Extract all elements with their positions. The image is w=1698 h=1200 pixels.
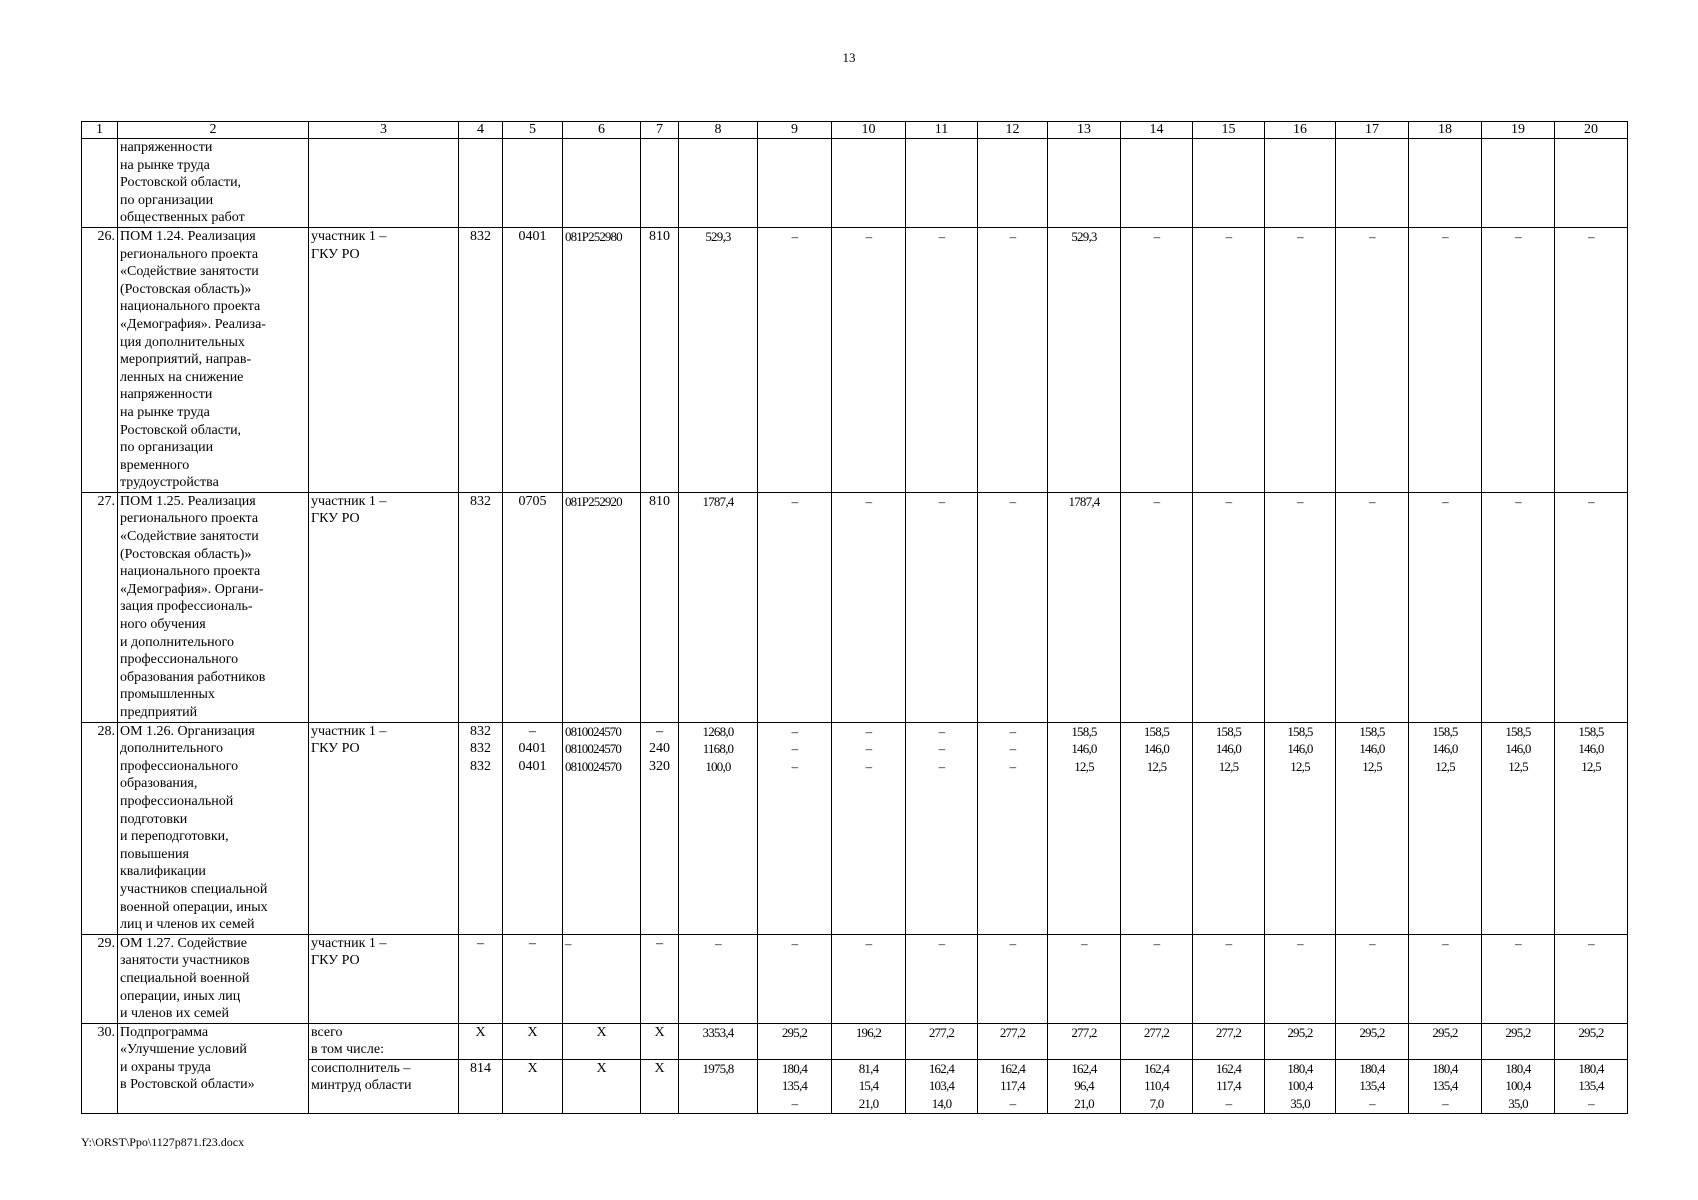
value-cell: 180,4 135,4 – <box>758 1059 832 1113</box>
value-cell <box>563 139 641 228</box>
value-cell: 295,2 <box>1482 1023 1555 1059</box>
value-cell: – <box>832 934 906 1023</box>
subprogram-coexecutor-row <box>82 1059 1628 1113</box>
value-cell: 277,2 <box>1121 1023 1193 1059</box>
measure-name: ОМ 1.26. Организация дополнительного профессионального образования, профессиональной подготовки и переподготовки, повышения квалификации участников специальной военной операции, иных лиц и членов их семей <box>118 722 309 934</box>
value-cell: 529,3 <box>679 227 758 492</box>
value-cell: 81,4 15,4 21,0 <box>832 1059 906 1113</box>
value-cell: – <box>1409 492 1482 722</box>
value-cell: – <box>758 227 832 492</box>
table-row <box>82 227 1628 492</box>
executor-cell: участник 1 – ГКУ РО <box>309 227 459 492</box>
value-cell: 814 <box>459 1059 503 1113</box>
value-cell: Х <box>563 1023 641 1059</box>
value-cell: – <box>1121 934 1193 1023</box>
value-cell: 295,2 <box>1409 1023 1482 1059</box>
header-cell: 14 <box>1121 122 1193 139</box>
executor-cell <box>309 139 459 228</box>
value-cell: 158,5 146,0 12,5 <box>1336 722 1409 934</box>
value-cell: Х <box>641 1059 679 1113</box>
header-cell: 4 <box>459 122 503 139</box>
header-cell: 2 <box>118 122 309 139</box>
value-cell: 277,2 <box>978 1023 1048 1059</box>
value-cell <box>1336 139 1409 228</box>
value-cell: – <box>978 934 1048 1023</box>
budget-table <box>81 121 1628 1114</box>
value-cell: – <box>1336 227 1409 492</box>
value-cell: 180,4 135,4 – <box>1409 1059 1482 1113</box>
measure-name: напряженности на рынке труда Ростовской области, по организации общественных работ <box>118 139 309 228</box>
value-cell: 1975,8 <box>679 1059 758 1113</box>
value-cell: – <box>1121 492 1193 722</box>
value-cell <box>978 139 1048 228</box>
executor-cell: участник 1 – ГКУ РО <box>309 934 459 1023</box>
header-cell: 20 <box>1555 122 1628 139</box>
header-cell: 7 <box>641 122 679 139</box>
value-cell: – <box>1193 492 1265 722</box>
value-cell: 0401 <box>503 227 563 492</box>
value-cell: 810 <box>641 227 679 492</box>
value-cell: – <box>1555 492 1628 722</box>
value-cell: 295,2 <box>758 1023 832 1059</box>
value-cell: – <box>978 492 1048 722</box>
value-cell: 162,4 117,4 – <box>1193 1059 1265 1113</box>
value-cell: 158,5 146,0 12,5 <box>1193 722 1265 934</box>
header-cell: 18 <box>1409 122 1482 139</box>
value-cell: – <box>758 934 832 1023</box>
value-cell: – <box>1555 934 1628 1023</box>
table-row <box>82 934 1628 1023</box>
value-cell: 180,4 135,4 – <box>1555 1059 1628 1113</box>
value-cell: 1787,4 <box>679 492 758 722</box>
value-cell: 277,2 <box>906 1023 978 1059</box>
measure-name: ПОМ 1.25. Реализация регионального проекта «Содействие занятости (Ростовская область)» национального проекта «Демография». Органи- зация профессиональ- ного обучения и дополнительного профессионального образования работников промышленных предприятий <box>118 492 309 722</box>
value-cell: – <box>906 934 978 1023</box>
measure-name: ОМ 1.27. Содействие занятости участников специальной военной операции, иных лиц и членов их семей <box>118 934 309 1023</box>
row-number: 26. <box>82 227 118 492</box>
value-cell <box>641 139 679 228</box>
value-cell: 162,4 117,4 – <box>978 1059 1048 1113</box>
row-number: 29. <box>82 934 118 1023</box>
value-cell: – <box>1193 934 1265 1023</box>
value-cell: – – – <box>906 722 978 934</box>
value-cell: – <box>1265 492 1336 722</box>
value-cell: 180,4 100,4 35,0 <box>1482 1059 1555 1113</box>
header-cell: 13 <box>1048 122 1121 139</box>
value-cell: 277,2 <box>1048 1023 1121 1059</box>
value-cell: – <box>1336 934 1409 1023</box>
header-cell: 16 <box>1265 122 1336 139</box>
value-cell: – <box>1482 492 1555 722</box>
value-cell: 295,2 <box>1265 1023 1336 1059</box>
value-cell: 1268,0 1168,0 100,0 <box>679 722 758 934</box>
value-cell: – <box>1482 934 1555 1023</box>
table-row <box>82 722 1628 934</box>
header-cell: 11 <box>906 122 978 139</box>
value-cell: 162,4 103,4 14,0 <box>906 1059 978 1113</box>
value-cell: – <box>906 492 978 722</box>
executor-cell: участник 1 – ГКУ РО <box>309 722 459 934</box>
value-cell: – 0401 0401 <box>503 722 563 934</box>
value-cell: 081P252980 <box>563 227 641 492</box>
value-cell: 158,5 146,0 12,5 <box>1121 722 1193 934</box>
value-cell: 810 <box>641 492 679 722</box>
value-cell: – <box>1409 227 1482 492</box>
value-cell <box>459 139 503 228</box>
value-cell: 158,5 146,0 12,5 <box>1409 722 1482 934</box>
value-cell <box>1482 139 1555 228</box>
value-cell: 081P252920 <box>563 492 641 722</box>
value-cell: – <box>978 227 1048 492</box>
header-cell: 6 <box>563 122 641 139</box>
value-cell: – <box>1265 934 1336 1023</box>
value-cell: 832 832 832 <box>459 722 503 934</box>
table-header-row <box>82 122 1628 139</box>
executor-cell: участник 1 – ГКУ РО <box>309 492 459 722</box>
value-cell: 832 <box>459 492 503 722</box>
value-cell: Х <box>503 1059 563 1113</box>
value-cell: Х <box>641 1023 679 1059</box>
value-cell: 0810024570 0810024570 0810024570 <box>563 722 641 934</box>
header-cell: 17 <box>1336 122 1409 139</box>
value-cell <box>1048 139 1121 228</box>
value-cell <box>758 139 832 228</box>
header-cell: 8 <box>679 122 758 139</box>
value-cell: – – – <box>758 722 832 934</box>
measure-name: ПОМ 1.24. Реализация регионального проекта «Содействие занятости (Ростовская область)» национального проекта «Демография». Реализа- ция дополнительных мероприятий, направ- ленных на снижение напряженности на рынке труда Ростовской области, по организации временного трудоустройства <box>118 227 309 492</box>
value-cell: – <box>679 934 758 1023</box>
value-cell: 832 <box>459 227 503 492</box>
value-cell: – <box>1121 227 1193 492</box>
value-cell: – <box>906 227 978 492</box>
value-cell: Х <box>503 1023 563 1059</box>
header-cell: 9 <box>758 122 832 139</box>
header-cell: 1 <box>82 122 118 139</box>
subprogram-total-row <box>82 1023 1628 1059</box>
value-cell: – <box>1482 227 1555 492</box>
value-cell: – 240 320 <box>641 722 679 934</box>
value-cell <box>1409 139 1482 228</box>
value-cell: – – – <box>978 722 1048 934</box>
value-cell <box>1193 139 1265 228</box>
header-cell: 15 <box>1193 122 1265 139</box>
value-cell <box>832 139 906 228</box>
value-cell: 158,5 146,0 12,5 <box>1482 722 1555 934</box>
executor-cell: соисполнитель – минтруд области <box>309 1059 459 1113</box>
value-cell: 295,2 <box>1555 1023 1628 1059</box>
value-cell: 295,2 <box>1336 1023 1409 1059</box>
row-number: 27. <box>82 492 118 722</box>
value-cell: 158,5 146,0 12,5 <box>1555 722 1628 934</box>
table-row <box>82 492 1628 722</box>
value-cell: – – – <box>832 722 906 934</box>
value-cell: 196,2 <box>832 1023 906 1059</box>
row-number: 28. <box>82 722 118 934</box>
footer-file-path: Y:\ORST\Ppo\1127p871.f23.docx <box>81 1135 245 1149</box>
header-cell: 12 <box>978 122 1048 139</box>
header-cell: 3 <box>309 122 459 139</box>
value-cell: – <box>758 492 832 722</box>
value-cell: 3353,4 <box>679 1023 758 1059</box>
value-cell: 162,4 96,4 21,0 <box>1048 1059 1121 1113</box>
value-cell: 180,4 100,4 35,0 <box>1265 1059 1336 1113</box>
value-cell: – <box>459 934 503 1023</box>
value-cell: – <box>1555 227 1628 492</box>
value-cell: 180,4 135,4 – <box>1336 1059 1409 1113</box>
value-cell: 0705 <box>503 492 563 722</box>
executor-cell: всего в том числе: <box>309 1023 459 1059</box>
value-cell: 158,5 146,0 12,5 <box>1265 722 1336 934</box>
value-cell: – <box>563 934 641 1023</box>
value-cell: 162,4 110,4 7,0 <box>1121 1059 1193 1113</box>
value-cell <box>1555 139 1628 228</box>
subprogram-name: Подпрограмма «Улучшение условий и охраны труда в Ростовской области» <box>118 1023 309 1113</box>
value-cell: 529,3 <box>1048 227 1121 492</box>
value-cell <box>906 139 978 228</box>
value-cell: 277,2 <box>1193 1023 1265 1059</box>
value-cell: Х <box>459 1023 503 1059</box>
value-cell <box>503 139 563 228</box>
value-cell: Х <box>563 1059 641 1113</box>
value-cell: – <box>503 934 563 1023</box>
value-cell: – <box>1265 227 1336 492</box>
value-cell: – <box>1193 227 1265 492</box>
value-cell: 158,5 146,0 12,5 <box>1048 722 1121 934</box>
value-cell: – <box>1409 934 1482 1023</box>
page-number: 13 <box>842 50 856 65</box>
header-cell: 10 <box>832 122 906 139</box>
value-cell: 1787,4 <box>1048 492 1121 722</box>
header-cell: 19 <box>1482 122 1555 139</box>
row-number: 30. <box>82 1023 118 1113</box>
value-cell <box>679 139 758 228</box>
value-cell <box>1265 139 1336 228</box>
value-cell: – <box>641 934 679 1023</box>
value-cell: – <box>1048 934 1121 1023</box>
value-cell: – <box>1336 492 1409 722</box>
value-cell <box>1121 139 1193 228</box>
header-cell: 5 <box>503 122 563 139</box>
table-row <box>82 139 1628 228</box>
value-cell: – <box>832 227 906 492</box>
value-cell: – <box>832 492 906 722</box>
row-number <box>82 139 118 228</box>
